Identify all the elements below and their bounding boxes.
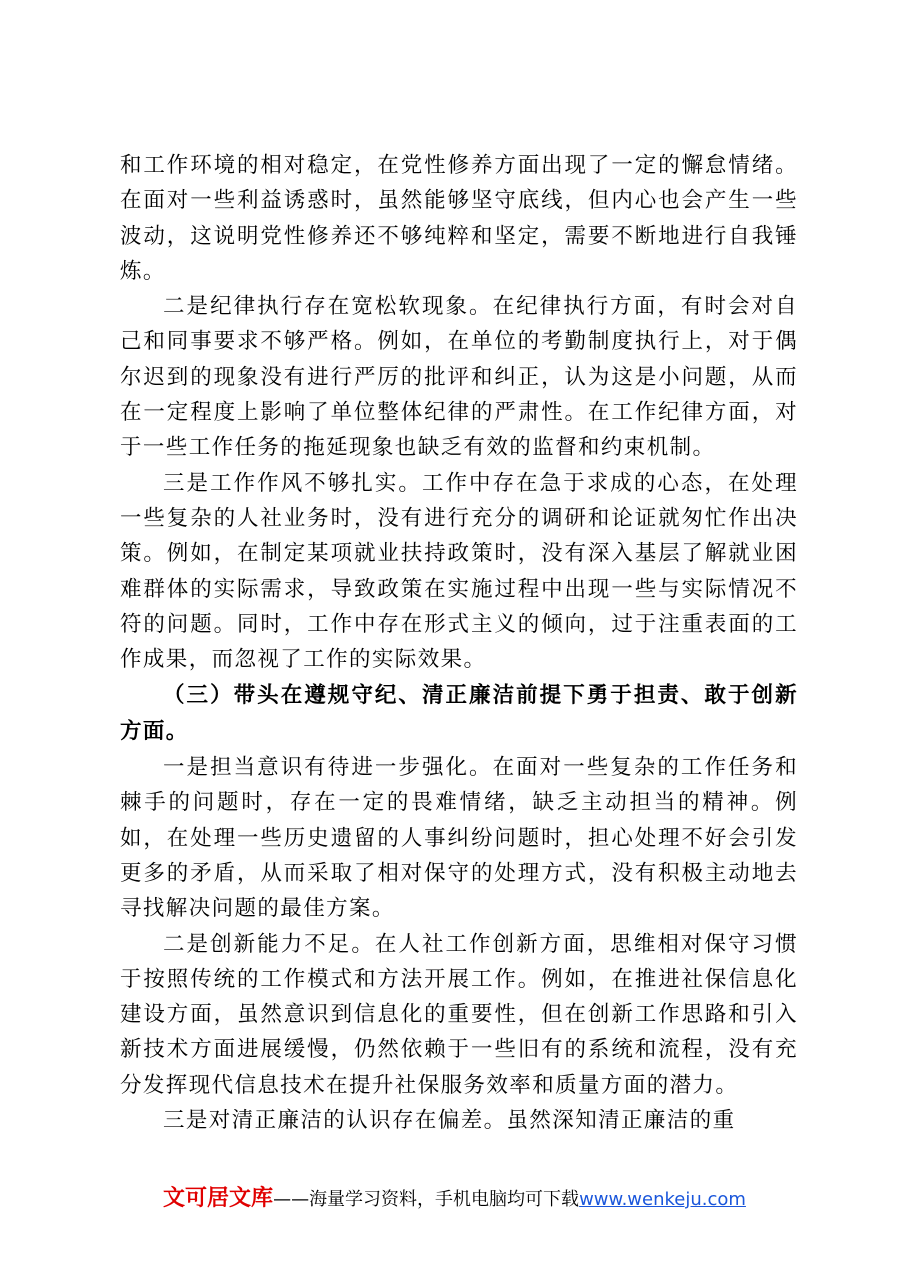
paragraph-continuation: 和工作环境的相对稳定，在党性修养方面出现了一定的懈怠情绪。在面对一些利益诱惑时，虽然能够坚守底线，但内心也会产生一些波动，这说明党性修养还不够纯粹和坚定，需要不断地进行自我锤炼。 [120, 153, 798, 284]
paragraph-responsibility: 一是担当意识有待进一步强化。在面对一些复杂的工作任务和棘手的问题时，存在一定的畏难情绪，缺乏主动担当的精神。例如，在处理一些历史遗留的人事纠纷问题时，担心处理不好会引发更多的矛盾，从而采取了相对保守的处理方式，没有积极主动地去寻找解决问题的最佳方案。 [120, 755, 798, 922]
footer-brand: 文可居文库 [163, 1186, 274, 1211]
paragraph-work-style: 三是工作作风不够扎实。工作中存在急于求成的心态，在处理一些复杂的人社业务时，没有进行充分的调研和论证就匆忙作出决策。例如，在制定某项就业扶持政策时，没有深入基层了解就业困难群体的实际需求，导致政策在实施过程中出现一些与实际情况不符的问题。同时，工作中存在形式主义的倾向，过于注重表面的工作成果，而忽视了工作的实际效果。 [120, 470, 798, 673]
paragraph-discipline: 二是纪律执行存在宽松软现象。在纪律执行方面，有时会对自己和同事要求不够严格。例如，在单位的考勤制度执行上，对于偶尔迟到的现象没有进行严厉的批评和纠正，认为这是小问题，从而在一定程度上影响了单位整体纪律的严肃性。在工作纪律方面，对于一些工作任务的拖延现象也缺乏有效的监督和约束机制。 [120, 294, 798, 461]
document-body [120, 148, 798, 1138]
footer-url-link[interactable]: www.wenkeju.com [579, 1189, 746, 1210]
paragraph-integrity: 三是对清正廉洁的认识存在偏差。虽然深知清正廉洁的重 [163, 1108, 736, 1134]
section-heading: （三）带头在遵规守纪、清正廉洁前提下勇于担责、敢于创新方面。 [120, 683, 798, 744]
page-footer [0, 1181, 909, 1212]
footer-slogan: ——海量学习资料，手机电脑均可下载 [273, 1189, 580, 1210]
paragraph-innovation: 二是创新能力不足。在人社工作创新方面，思维相对保守习惯于按照传统的工作模式和方法开展工作。例如，在推进社保信息化建设方面，虽然意识到信息化的重要性，但在创新工作思路和引入新技术方面进展缓慢，仍然依赖于一些旧有的系统和流程，没有充分发挥现代信息技术在提升社保服务效率和质量方面的潜力。 [120, 931, 798, 1098]
